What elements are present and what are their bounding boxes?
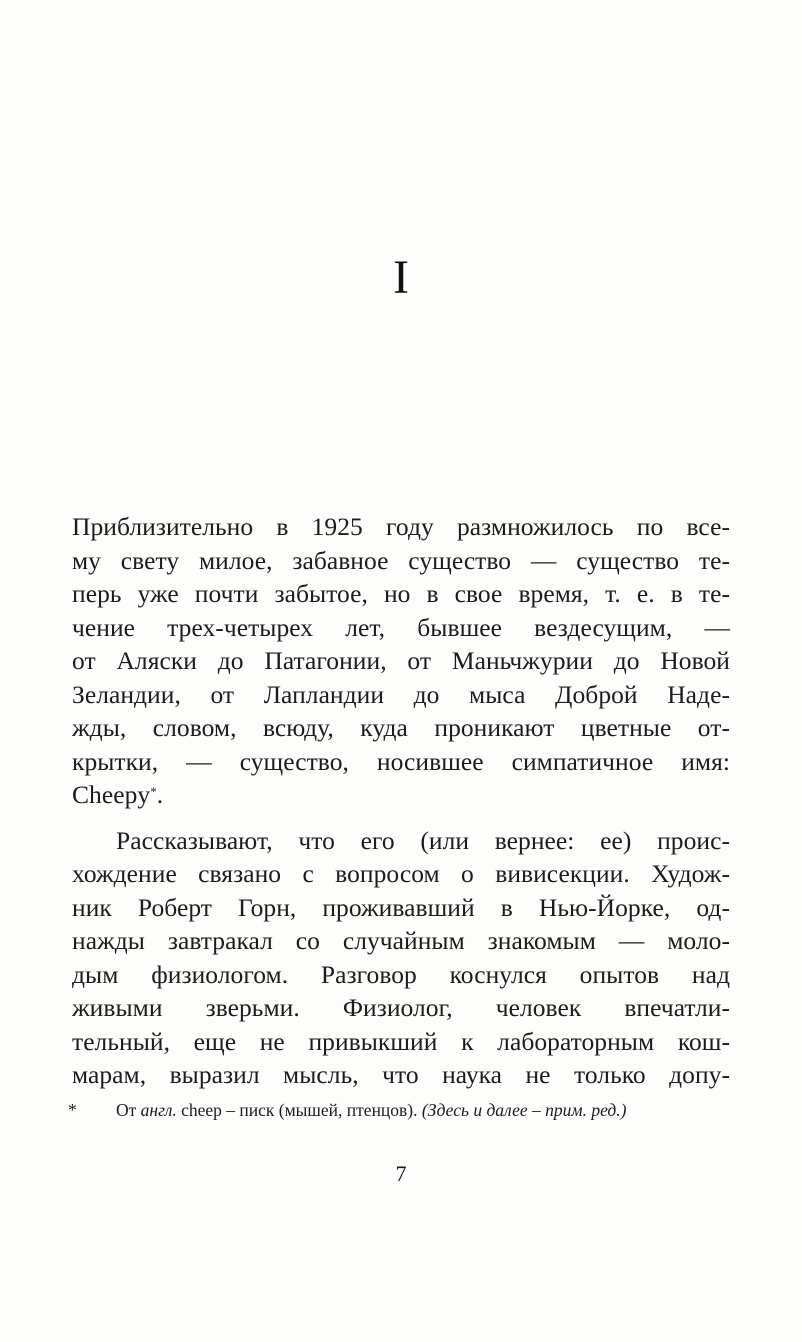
footnote-text (116, 1098, 626, 1122)
body-text (72, 510, 730, 1092)
text-line: перь уже почти забытое, но в свое время, т. е. в те- (72, 579, 730, 608)
text-line: марам, выразил мысль, что наука не только допу- (72, 1060, 730, 1089)
text-line: дым физиологом. Разговор коснулся опытов над (72, 959, 730, 989)
footnote-abbr: англ. (140, 1100, 177, 1120)
footnote-body: cheep – писк (мышей, птенцов). (176, 1100, 422, 1120)
text-line: чение трех-четырех лет, бывшее вездесущим, — (72, 612, 730, 642)
chapter-number: I (393, 251, 409, 304)
text-line-final (72, 778, 730, 812)
footnote-prefix: От (116, 1100, 141, 1120)
text-line: от Аляски до Патагонии, от Маньчжурии до Новой (72, 646, 730, 675)
text-line: тельный, еще не привыкший к лабораторным кош- (72, 1026, 730, 1056)
text-line: хождение связано с вопросом о вивисекции. Худож- (72, 859, 730, 888)
footnote-marker[interactable]: * (150, 784, 157, 799)
paragraph-2 (72, 824, 730, 1092)
text-line: крытки, — существо, носившее симпатичное имя: (72, 746, 730, 776)
text-line: живыми зверьми. Физиолог, человек впечатли- (72, 993, 730, 1022)
text-line: му свету милое, забавное существо — существо те- (72, 545, 730, 575)
text-line: нажды завтракал со случайным знакомым — моло- (72, 926, 730, 955)
text-line: Рассказывают, что его (или вернее: ее) проис- (116, 825, 730, 855)
text-line: жды, словом, всюду, куда проникают цветные от- (72, 713, 730, 742)
cheepy-word: Cheepy (72, 780, 151, 809)
paragraph-1 (72, 510, 730, 812)
text-line: ник Роберт Горн, проживавший в Нью-Йорке, од- (72, 892, 730, 922)
text-line: Приблизительно в 1925 году размножилось по все- (72, 512, 730, 541)
page-number: 7 (395, 1161, 407, 1186)
footnote-editor-note: (Здесь и далее – прим. ред.) (421, 1100, 627, 1120)
footnote-star: * (68, 1100, 77, 1120)
sentence-end: . (156, 780, 164, 809)
text-line: Зеландии, от Лапландии до мыса Доброй Наде- (72, 679, 730, 709)
